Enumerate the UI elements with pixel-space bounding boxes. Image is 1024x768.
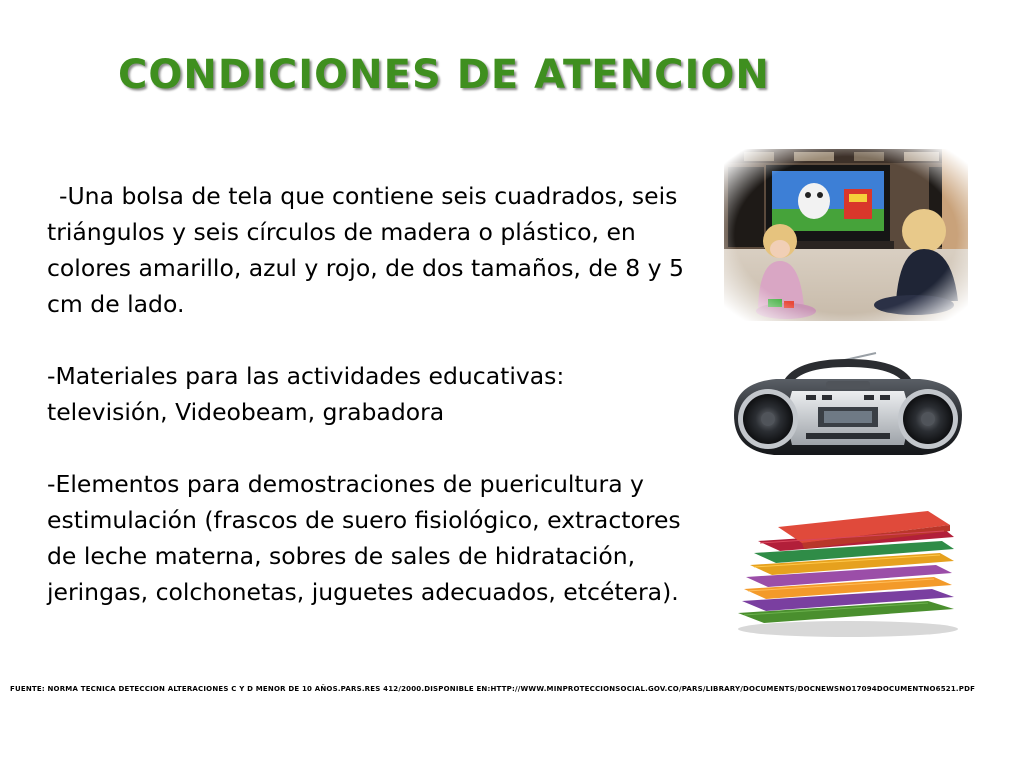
paragraph-demonstration-elements: -Elementos para demostraciones de puericultura y estimulación (frascos de suero fisiológico, extractores de leche materna, sobres de sales de hidratación, jeringas, colchonetas, juguetes adecuados, etcétera). [47,470,681,606]
slide-title: CONDICIONES DE ATENCION [118,52,770,98]
children-watching-tv-photo [724,149,968,321]
colorful-mats-stack-photo [728,497,968,641]
paragraph-educational-materials: -Materiales para las actividades educativas: televisión, Videobeam, grabadora [47,362,565,426]
source-citation: FUENTE: NORMA TECNICA DETECCION ALTERACIONES C Y D MENOR DE 10 AÑOS.PARS.RES 412/2000.DISPONIBLE EN:HTTP://WWW.MINPROTECCIONSOCIAL.GOV.CO/PARS/LIBRARY/DOCUMENTS/DOCNEWSNO17094DOCUMENTNO6521.PDF [10,685,976,693]
boombox-radio-photo [726,345,970,475]
paragraph-materials-bag: -Una bolsa de tela que contiene seis cuadrados, seis triángulos y seis círculos de madera o plástico, en colores amarillo, azul y rojo, de dos tamaños, de 8 y 5 cm de lado. [47,182,684,318]
slide-body [47,178,687,610]
